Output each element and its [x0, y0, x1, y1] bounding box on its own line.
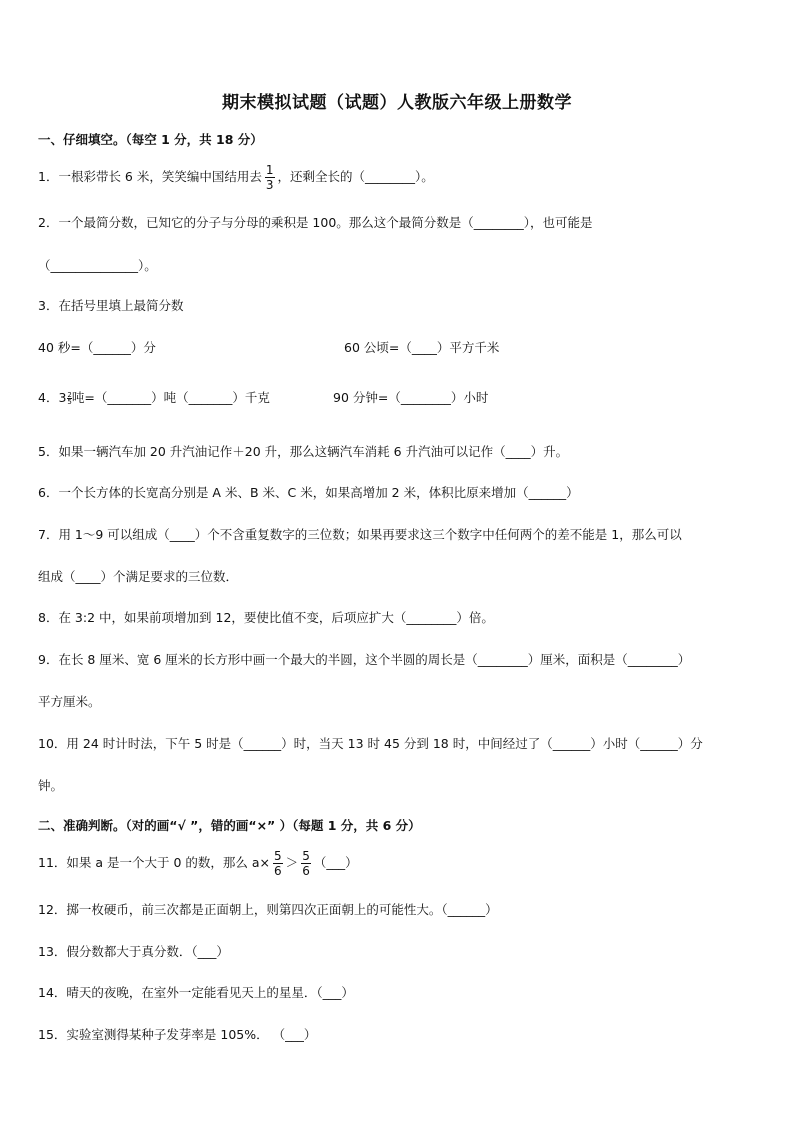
q1-text-pre: 1．一根彩带长 6 米，笑笑编中国结用去: [38, 169, 262, 184]
question-4-part-a: [38, 388, 270, 406]
question-9-line-2: 平方厘米。: [38, 694, 101, 709]
q1-fraction: [265, 164, 275, 191]
q11-text-post: （___）: [313, 855, 358, 870]
section-2-heading: 二、准确判断。（对的画“√ ”，错的画“×” ）（每题 1 分，共 6 分）: [38, 818, 421, 833]
question-5: 5．如果一辆汽车加 20 升汽油记作＋20 升，那么这辆汽车消耗 6 升汽油可以记作（____）升。: [38, 444, 569, 459]
question-14: 14．晴天的夜晚，在室外一定能看见天上的星星．（___）: [38, 985, 354, 1000]
question-10-line-2: 钟。: [38, 778, 64, 793]
q4-text-post: 吨=（_______）吨（_______）千克: [71, 390, 270, 405]
q11-fraction-1: [273, 850, 283, 877]
q1-text-post: ，还剩全长的（________）。: [277, 169, 434, 184]
question-15: 15．实验室测得某种子发芽率是 105%． （___）: [38, 1027, 317, 1042]
q11-denominator-1: 6: [274, 864, 282, 878]
q11-denominator-2: 6: [302, 864, 310, 878]
question-4-part-b: 90 分钟=（________）小时: [333, 390, 489, 405]
question-1: [38, 164, 434, 191]
q4-text-pre: 4．3: [38, 390, 67, 405]
q11-text-pre: 11．如果 a 是一个大于 0 的数，那么 a×: [38, 855, 271, 870]
question-3: 3．在括号里填上最简分数: [38, 298, 184, 313]
question-13: 13．假分数都大于真分数．（___）: [38, 944, 229, 959]
q4-denominator: 5: [67, 398, 72, 406]
question-12: 12．掷一枚硬币，前三次都是正面朝上，则第四次正面朝上的可能性大。（______）: [38, 902, 498, 917]
question-3-part-a: 40 秒=（______）分: [38, 340, 156, 355]
page-title: 期末模拟试题（试题）人教版六年级上册数学: [222, 93, 572, 113]
q11-numerator-2: 5: [302, 849, 310, 863]
question-2-line-1: 2．一个最简分数，已知它的分子与分母的乘积是 100。那么这个最简分数是（________），也可能是: [38, 215, 593, 230]
question-6: 6．一个长方体的长宽高分别是 A 米、B 米、C 米，如果高增加 2 米，体积比原来增加（______）: [38, 485, 579, 500]
q1-numerator: 1: [265, 163, 274, 177]
q11-comparison: ＞: [285, 855, 299, 870]
question-10-line-1: 10．用 24 时计时法，下午 5 时是（______）时，当天 13 时 45 分到 18 时，中间经过了（______）小时（______）分: [38, 736, 703, 751]
question-7-line-2: 组成（____）个满足要求的三位数．: [38, 569, 239, 584]
question-11: [38, 850, 358, 877]
section-1-heading: 一、仔细填空。（每空 1 分，共 18 分）: [38, 132, 263, 147]
question-9-line-1: 9．在长 8 厘米、宽 6 厘米的长方形中画一个最大的半圆，这个半圆的周长是（________）厘米，面积是（________）: [38, 652, 691, 667]
question-8: 8．在 3:2 中，如果前项增加到 12，要使比值不变，后项应扩大（________）倍。: [38, 610, 494, 625]
q1-denominator: 3: [265, 178, 274, 192]
question-7-line-1: 7．用 1～9 可以组成（____）个不含重复数字的三位数；如果再要求这三个数字中任何两个的差不能是 1，那么可以: [38, 527, 682, 542]
question-3-part-b: 60 公顷=（____）平方千米: [344, 340, 500, 355]
question-2-line-2: （______________）。: [38, 258, 157, 273]
q4-numerator: 2: [67, 390, 72, 399]
q11-fraction-2: [301, 850, 311, 877]
q11-numerator-1: 5: [274, 849, 282, 863]
